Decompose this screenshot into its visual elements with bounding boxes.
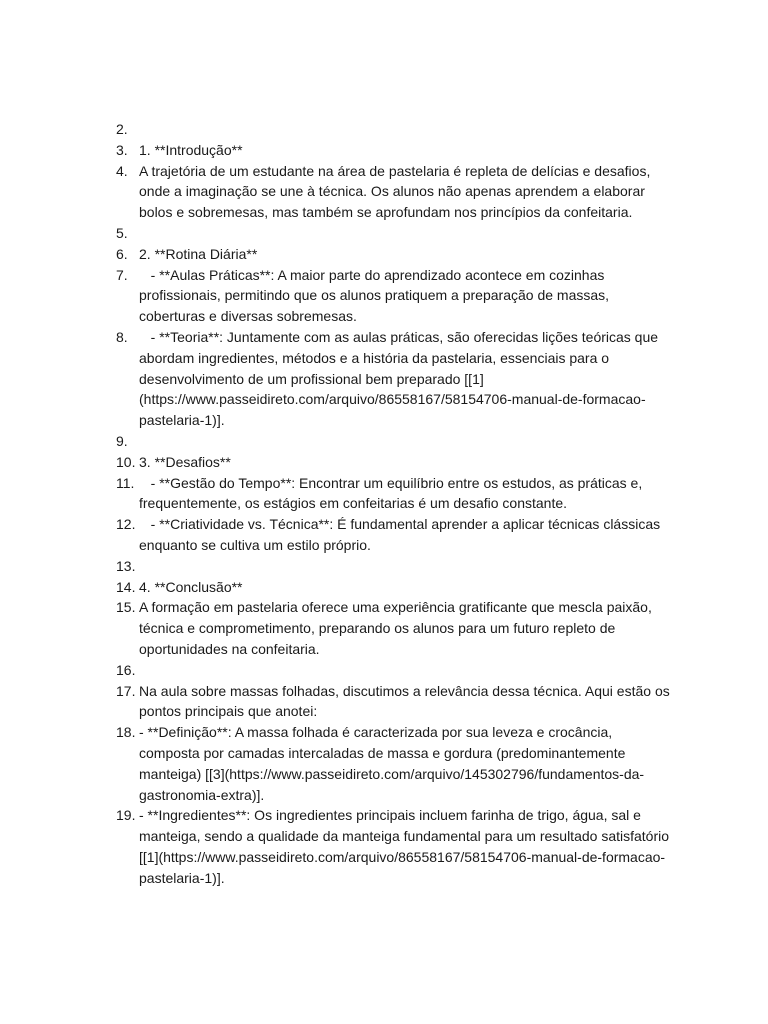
list-item — [116, 805, 676, 888]
list-item-number: 15. — [116, 599, 136, 616]
list-item-text — [139, 660, 676, 681]
list-item-number: 16. — [116, 661, 136, 678]
list-item-number: 18. — [116, 724, 136, 741]
list-item-number: 11. — [116, 474, 135, 491]
list-item — [116, 244, 676, 265]
list-item-number: 7. — [116, 266, 128, 283]
list-item-text: - **Criatividade vs. Técnica**: É fundamental aprender a aplicar técnicas clássicas enquanto se cultiva um estilo próprio. — [139, 516, 664, 553]
list-item-text — [139, 119, 676, 140]
list-item-text: 1. **Introdução** — [139, 141, 243, 158]
list-item-number: 6. — [116, 245, 128, 262]
list-item-number: 14. — [116, 578, 136, 595]
list-item-number: 2. — [116, 121, 128, 137]
list-item — [116, 514, 676, 556]
list-item-number: 3. — [116, 141, 128, 158]
list-item — [116, 327, 676, 431]
list-item — [116, 119, 676, 140]
list-item — [116, 223, 676, 244]
list-item-text — [139, 556, 676, 577]
list-item-number: 17. — [116, 682, 136, 699]
list-item-text: A formação em pastelaria oferece uma experiência gratificante que mescla paixão, técnica e comprometimento, preparando os alunos para um futuro repleto de oportunidades na confeitaria. — [139, 599, 656, 657]
list-item-number: 13. — [116, 557, 136, 574]
list-item — [116, 431, 676, 452]
list-item-text: A trajetória de um estudante na área de pastelaria é repleta de delícias e desafios, onde a imaginação se une à técnica. Os alunos não apenas aprendem a elaborar bolos e sobremesas, mas também se aprofundam nos princípios da confeitaria. — [139, 162, 655, 221]
list-item-number: 4. — [116, 162, 128, 179]
list-item-text: - **Aulas Práticas**: A maior parte do aprendizado acontece em cozinhas profissionais, permitindo que os alunos pratiquem a preparação de massas, coberturas e diversas sobremesas. — [139, 266, 613, 325]
list-item — [116, 265, 676, 327]
list-item — [116, 681, 676, 723]
list-item — [116, 452, 676, 473]
list-item — [116, 722, 676, 805]
list-item-number: 8. — [116, 328, 128, 345]
list-item-text: Na aula sobre massas folhadas, discutimos a relevância dessa técnica. Aqui estão os pontos principais que anotei: — [139, 682, 674, 720]
list-item — [116, 556, 676, 577]
list-item-text: - **Ingredientes**: Os ingredientes principais incluem farinha de trigo, água, sal e manteiga, sendo a qualidade da manteiga fundamental para um resultado satisfatório [[1](https://www.passeidireto.com/arquivo/86558167/58154706-manual-de-formacao-pastelaria-1)]. — [139, 807, 673, 886]
numbered-list — [116, 119, 676, 888]
list-item — [116, 161, 676, 223]
list-item-text: - **Teoria**: Juntamente com as aulas práticas, são oferecidas lições teóricas que abordam ingredientes, métodos e a história da pastelaria, essenciais para o desenvolvimento de um profissional bem preparado [[1](https://www.passeidireto.com/arquivo/86558167/58154706-manual-de-formacao-pastelaria-1)]. — [139, 328, 662, 429]
list-item — [116, 577, 676, 598]
list-item-text: - **Definição**: A massa folhada é caracterizada por sua leveza e crocância, composta por camadas intercaladas de massa e gordura (predominantemente manteiga) [[3](https://www.passeidireto.com/arquivo/145302796/fundamentos-da-gastronomia-extra)]. — [139, 724, 645, 803]
list-item-number: 5. — [116, 224, 128, 241]
list-item — [116, 473, 676, 515]
list-item-text — [139, 223, 676, 244]
list-item-number: 10. — [116, 453, 136, 470]
list-item-number: 12. — [116, 516, 136, 533]
list-item-text — [139, 431, 676, 452]
list-item-text: 3. **Desafios** — [139, 453, 231, 470]
list-item-number: 19. — [116, 807, 136, 824]
list-item-text: 4. **Conclusão** — [139, 578, 243, 595]
list-item-text: 2. **Rotina Diária** — [139, 245, 258, 262]
list-item — [116, 597, 676, 659]
list-item-number: 9. — [116, 432, 128, 449]
list-item — [116, 660, 676, 681]
list-item — [116, 140, 676, 161]
list-item-text: - **Gestão do Tempo**: Encontrar um equilíbrio entre os estudos, as práticas e, frequentemente, os estágios em confeitarias é um desafio constante. — [139, 474, 647, 512]
